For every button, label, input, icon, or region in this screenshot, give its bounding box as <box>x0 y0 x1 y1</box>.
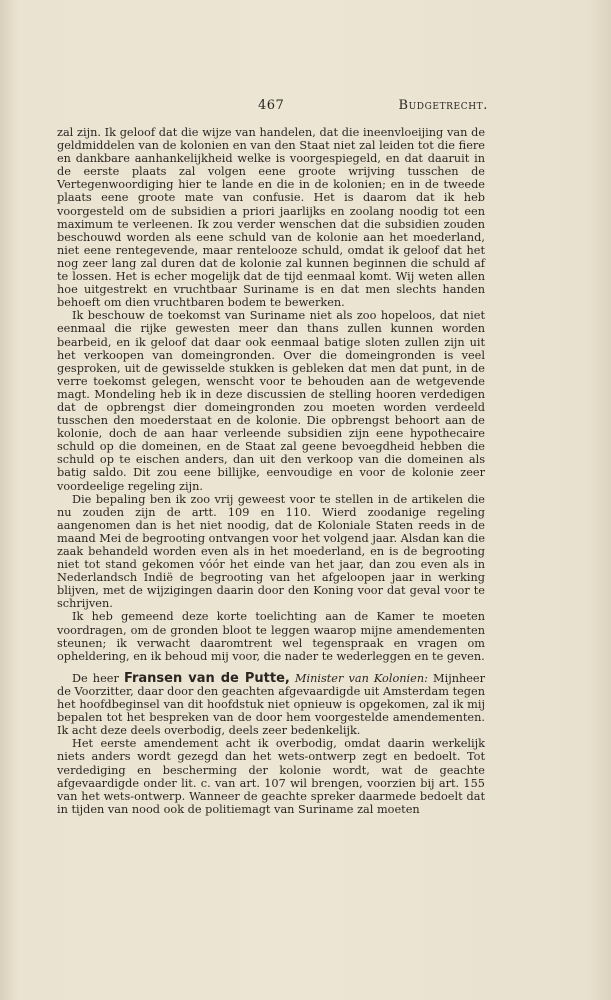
speaker-name: Fransen van de Putte, <box>123 670 290 686</box>
paragraph: Die bepaling ben ik zoo vrij geweest voor te stellen in de artikelen die nu zouden zijn de artt. 109 en 110. Wierd zoodanige regeling aangenomen dan is het niet noodig, dat de Koloniale Staten reeds in de maand Mei de begrooting ontvangen voor het volgend jaar. Alsdan kan die zaak behandeld worden even als in het moederland, en is de begrooting niet tot stand gekomen vóór het einde van het jaar, dan zou even als in Nederlandsch Indië de begrooting van het afgeloopen jaar in werking blijven, met de wijzigingen daarin door den Koning voor dat geval voor te schrijven. <box>57 492 486 611</box>
running-head: Budgetrecht. <box>398 98 488 113</box>
paragraph: zal zijn. Ik geloof dat die wijze van handelen, dat die ineenvloeijing van de geldmiddelen van de kolonien en van den Staat niet zal leiden tot die fiere en dankbare aanhankelijkheid welke is voorgespiegeld, en dat daaruit in de eerste plaats zal volgen eene groote wrijving tusschen de Vertegenwoordiging hier te lande en die in de kolonien; en in de tweede plaats eene groote mate van confusie. Het is daarom dat ik heb voorgesteld om de subsidien a priori jaarlijks en zoolang noodig tot een maximum te verleenen. Ik zou verder wenschen dat die subsidien zouden beschouwd worden als eene schuld van de kolonie aan het moederland, niet eene rentegevende, maar rentelooze schuld, omdat ik geloof dat het nog zeer lang zal duren dat de kolonie zal kunnen beginnen die schuld af te lossen. Het is echer mogelijk dat de tijd eenmaal komt. Wij weten allen hoe uitgestrekt en vruchtbaar Suriname is en dat men slechts handen behoeft om dien vruchtbaren bodem te bewerken. <box>57 126 485 310</box>
page-number: 467 <box>258 98 285 113</box>
speech-paragraph <box>57 672 485 737</box>
speech-prefix: De heer <box>72 671 119 685</box>
paragraph: Ik heb gemeend deze korte toelichting aan de Kamer te moeten voordragen, om de gronden bloot te leggen waarop mijne amendementen steunen; ik verwacht daaromtrent wel tegenspraak en vragen om opheldering, en ik behoud mij voor, die nader te wederleggen en te geven. <box>57 610 485 663</box>
paragraph: Ik beschouw de toekomst van Suriname niet als zoo hopeloos, dat niet eenmaal die rijke gewesten meer dan thans zullen kunnen worden bearbeid, en ik geloof dat daar ook eenmaal batige sloten zullen zijn uit het verkoopen van domeingronden. Over die domeingronden is veel gesproken, uit de gewisselde stukken is gebleken dat men dat punt, in de verre toekomst gelegen, wenscht voor te behouden aan de wetgevende magt. Mondeling heb ik in deze discussien de stelling hooren verdedigen dat de opbrengst dier domeingronden zou moeten worden verdeeld tusschen den moederstaat en de kolonie. Die opbrengst behoort aan de kolonie, doch de aan haar verleende subsidien zijn eene hypothecaire schuld op die domeinen, en de Staat zal geene bevoegdheid hebben die schuld op te eischen anders, dan uit den verkoop van die domeinen als batig saldo. Dit zou eene billijke, eenvoudige en voor de kolonie zeer voordeelige regeling zijn. <box>57 309 485 493</box>
paragraph: Het eerste amendement acht ik overbodig, omdat daarin werkelijk niets anders wordt gezegd dan het wets-ontwerp zegt en bedoelt. Tot verdediging en bescherming der kolonie wordt, wat de geachte afgevaardigde onder lit. c. van art. 107 wil brengen, voorzien bij art. 155 van het wets-ontwerp. Wanneer de geachte spreker daarmede bedoelt dat in tijden van nood ook de politiemagt van Suriname zal moeten <box>57 737 485 816</box>
speaker-title: Minister van Kolonien: <box>294 671 428 685</box>
speech-text: Mijnheer de Voorzitter, daar door den geachten afgevaardigde uit Amsterdam tegen het hoofdbeginsel van dit hoofdstuk niet opnieuw is opgekomen, zal ik mij bepalen tot het bespreken van de door hem voorgestelde amendementen. Ik acht deze deels overbodig, deels zeer bedenkelijk. <box>57 671 486 738</box>
body-text <box>57 126 485 816</box>
page-header <box>58 98 486 114</box>
